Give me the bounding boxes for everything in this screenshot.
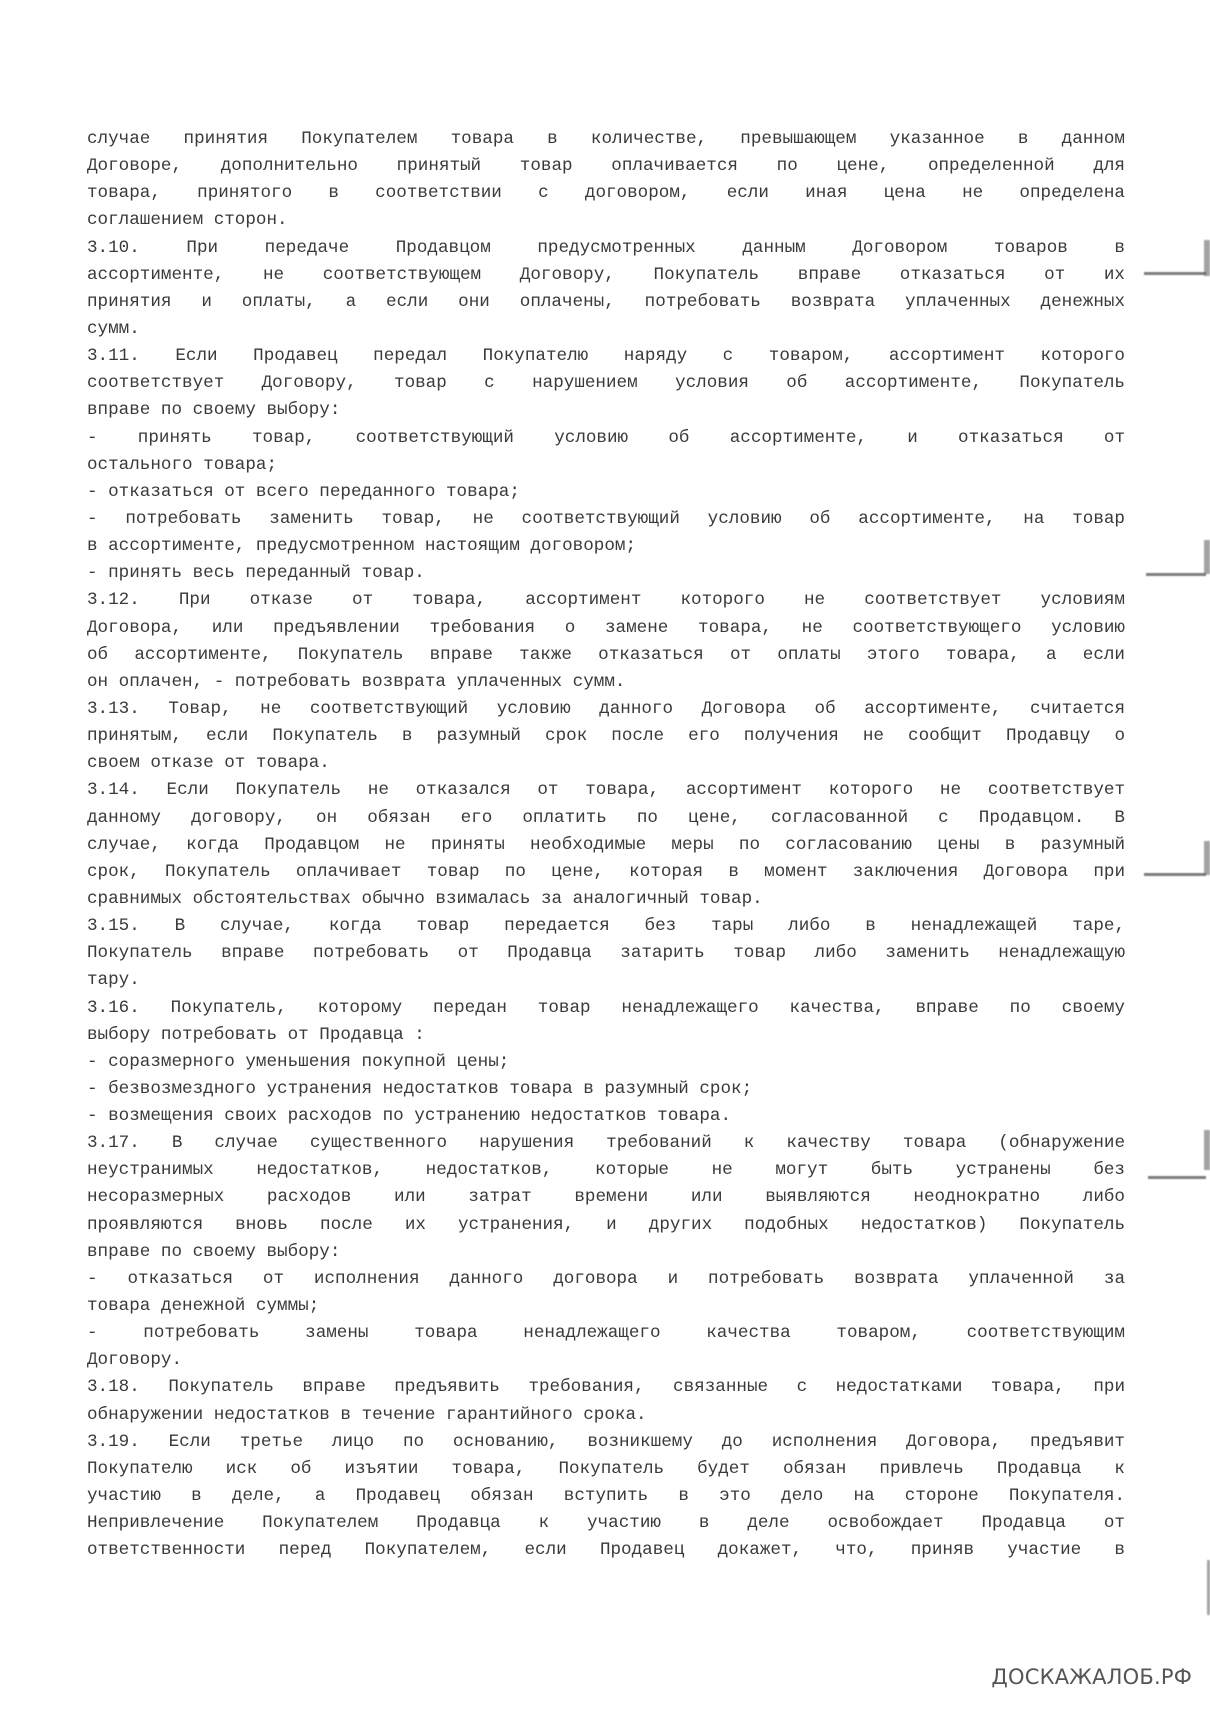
text-line: случае принятия Покупателем товара в количестве, превышающем указанное в данном xyxy=(87,129,1125,149)
text-line: соответствует Договору, товар с нарушением условия об ассортименте, Покупатель xyxy=(87,373,1125,394)
text-line: принятым, если Покупатель в разумный срок после его получения не сообщит Продавцу о xyxy=(87,726,1125,747)
text-line: своем отказе от товара. xyxy=(87,753,330,774)
text-line: 3.10. При передаче Продавцом предусмотренных данным Договором товаров в xyxy=(87,237,1125,258)
scan-artifact xyxy=(1140,835,1210,875)
text-line: Покупателю иск об изъятии товара, Покупатель будет обязан привлечь Продавца к xyxy=(87,1458,1125,1479)
text-line: случае, когда Продавцом не приняты необходимые меры по согласованию цены в разумный xyxy=(87,834,1125,855)
text-line: Договоре, дополнительно принятый товар оплачивается по цене, определенной для xyxy=(87,156,1125,177)
text-line: соглашением сторон. xyxy=(87,210,288,231)
text-line: 3.17. В случае существенного нарушения требований к качеству товара (обнаружение xyxy=(87,1133,1125,1154)
text-line: 3.12. При отказе от товара, ассортимент которого не соответствует условиям xyxy=(87,590,1125,611)
text-line: обнаружении недостатков в течение гарантийного срока. xyxy=(87,1404,647,1425)
text-line: сравнимых обстоятельствах обычно взималась за аналогичный товар. xyxy=(87,888,763,909)
text-line: 3.13. Товар, не соответствующий условию данного Договора об ассортименте, считается xyxy=(87,698,1125,719)
text-line: товара, принятого в соответствии с договором, если иная цена не определена xyxy=(87,183,1125,204)
text-line: - возмещения своих расходов по устранению недостатков товара. xyxy=(87,1106,732,1127)
text-line: 3.16. Покупатель, которому передан товар ненадлежащего качества, вправе по своему xyxy=(87,997,1125,1018)
text-line: проявляются вновь после их устранения, и других подобных недостатков) Покупатель xyxy=(87,1214,1125,1235)
text-line: 3.18. Покупатель вправе предъявить требования, связанные с недостатками товара, при xyxy=(87,1377,1125,1398)
text-line: данному договору, он обязан его оплатить по цене, согласованной с Продавцом. В xyxy=(87,807,1125,828)
text-line: - потребовать заменить товар, не соответствующий условию об ассортименте, на товар xyxy=(87,508,1125,529)
text-line: товара денежной суммы; xyxy=(87,1296,320,1317)
scan-artifact xyxy=(1140,240,1210,280)
text-line: участию в деле, а Продавец обязан вступить в это дело на стороне Покупателя. xyxy=(87,1486,1125,1507)
text-line: - отказаться от всего переданного товара; xyxy=(87,481,520,502)
text-line: 3.14. Если Покупатель не отказался от товара, ассортимент которого не соответствует xyxy=(87,780,1125,801)
document-body xyxy=(87,126,1125,1564)
text-line: Непривлечение Покупателем Продавца к участию в деле освобождает Продавца от xyxy=(87,1513,1125,1534)
text-line: - соразмерного уменьшения покупной цены; xyxy=(87,1051,510,1072)
text-line: - принять весь переданный товар. xyxy=(87,563,425,584)
text-line: 3.11. Если Продавец передал Покупателю наряду с товаром, ассортимент которого xyxy=(87,346,1125,367)
text-line: Договору. xyxy=(87,1350,183,1371)
text-line: - принять товар, соответствующий условию об ассортименте, и отказаться от xyxy=(87,427,1125,448)
text-line: Покупатель вправе потребовать от Продавца затарить товар либо заменить ненадлежащую xyxy=(87,943,1125,964)
scan-artifact xyxy=(1140,540,1210,580)
text-line: срок, Покупатель оплачивает товар по цене, которая в момент заключения Договора при xyxy=(87,861,1125,882)
text-line: он оплачен, - потребовать возврата уплаченных сумм. xyxy=(87,671,626,692)
text-line: в ассортименте, предусмотренном настоящим договором; xyxy=(87,536,637,557)
text-line: остального товара; xyxy=(87,454,278,475)
text-line: об ассортименте, Покупатель вправе также отказаться от оплаты этого товара, а если xyxy=(87,644,1125,665)
text-line: 3.15. В случае, когда товар передается без тары либо в ненадлежащей таре, xyxy=(87,916,1125,937)
text-line: принятия и оплаты, а если они оплачены, потребовать возврата уплаченных денежных xyxy=(87,291,1125,312)
text-line: неустранимых недостатков, недостатков, которые не могут быть устранены без xyxy=(87,1160,1125,1181)
text-line: - отказаться от исполнения данного договора и потребовать возврата уплаченной за xyxy=(87,1268,1125,1289)
text-line: выбору потребовать от Продавца : xyxy=(87,1024,425,1045)
text-line: сумм. xyxy=(87,318,140,339)
text-line: - безвозмездного устранения недостатков товара в разумный срок; xyxy=(87,1078,753,1099)
text-line: тару. xyxy=(87,970,140,991)
text-line: вправе по своему выбору: xyxy=(87,1241,341,1262)
text-line: ассортименте, не соответствующем Договору, Покупатель вправе отказаться от их xyxy=(87,264,1125,285)
text-line: ответственности перед Покупателем, если Продавец докажет, что, приняв участие в xyxy=(87,1540,1125,1561)
text-line: несоразмерных расходов или затрат времени или выявляются неоднократно либо xyxy=(87,1187,1125,1208)
scan-artifact xyxy=(1140,1560,1210,1620)
text-line: 3.19. Если третье лицо по основанию, возникшему до исполнения Договора, предъявит xyxy=(87,1431,1125,1452)
scan-artifact xyxy=(1140,1130,1210,1170)
text-line: вправе по своему выбору: xyxy=(87,400,341,421)
text-line: - потребовать замены товара ненадлежащего качества товаром, соответствующим xyxy=(87,1323,1125,1344)
watermark: ДОСКАЖАЛОБ.РФ xyxy=(991,1665,1192,1689)
text-line: Договора, или предъявлении требования о замене товара, не соответствующего условию xyxy=(87,617,1125,638)
